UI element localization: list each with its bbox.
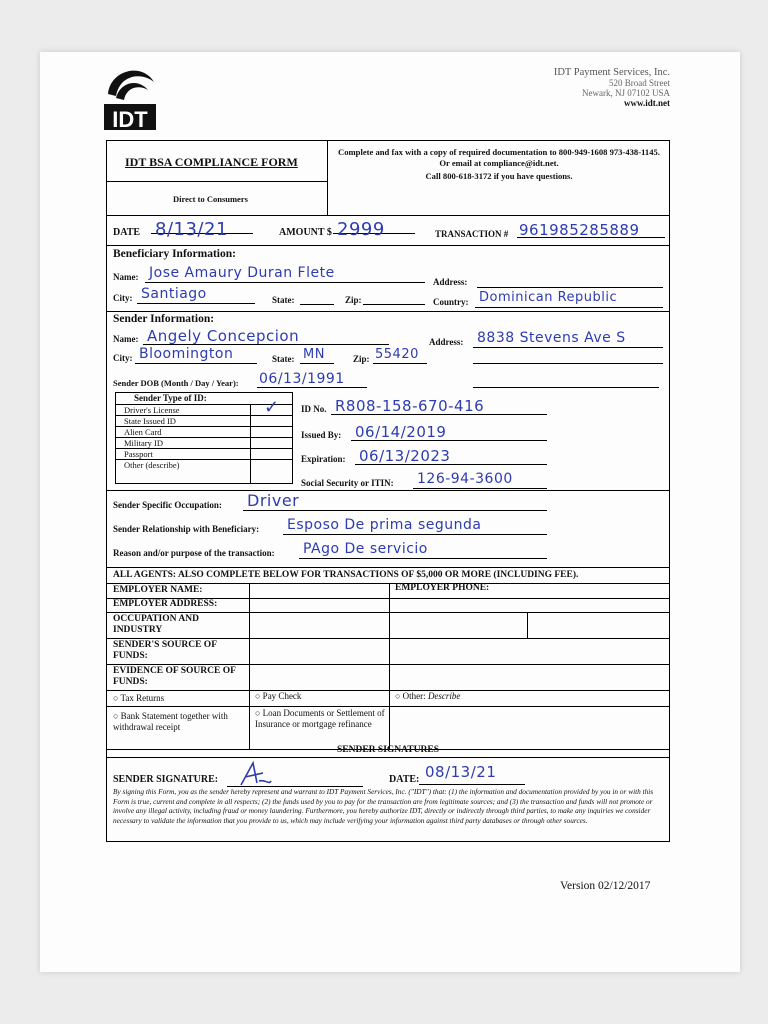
id-type-alien-card: Alien Card xyxy=(124,427,162,437)
sender-zip-label: Zip: xyxy=(353,354,370,364)
issued-by-value: 06/14/2019 xyxy=(355,423,447,441)
sender-heading: Sender Information: xyxy=(113,313,215,325)
occupation-industry-label: OCCUPATION AND INDUSTRY xyxy=(113,614,199,635)
form-title: IDT BSA COMPLIANCE FORM xyxy=(125,155,298,169)
sender-city-label: City: xyxy=(113,353,133,363)
occupation-label: Sender Specific Occupation: xyxy=(113,500,222,510)
sender-state-value: MN xyxy=(303,347,325,362)
id-number-value: R808-158-670-416 xyxy=(335,397,485,415)
drivers-license-checkmark: ✓ xyxy=(264,397,280,417)
amount-value: 2999 xyxy=(337,219,385,240)
company-name: IDT Payment Services, Inc. xyxy=(553,67,670,78)
employer-phone-label: EMPLOYER PHONE: xyxy=(395,583,490,593)
transaction-value: 961985285889 xyxy=(519,221,640,239)
reason-value: PAgo De servicio xyxy=(303,541,428,557)
company-header xyxy=(554,68,670,108)
option-bank-statement[interactable]: ○ Bank Statement together with withdrawal receipt xyxy=(113,711,228,732)
option-pay-check[interactable]: ○ Pay Check xyxy=(255,691,302,701)
company-address-1: 520 Broad Street xyxy=(609,78,670,88)
id-type-table xyxy=(115,392,293,484)
date-value: 8/13/21 xyxy=(155,219,228,240)
beneficiary-city-value: Santiago xyxy=(141,286,207,302)
signature-date-label: DATE: xyxy=(389,774,420,785)
occupation-value: Driver xyxy=(247,491,300,510)
form-version: Version 02/12/2017 xyxy=(560,880,651,892)
sender-address-value: 8838 Stevens Ave S xyxy=(477,330,626,346)
expiration-value: 06/13/2023 xyxy=(359,447,451,465)
sender-signature-label: SENDER SIGNATURE: xyxy=(113,774,219,785)
beneficiary-country-value: Dominican Republic xyxy=(479,290,618,305)
id-type-heading: Sender Type of ID: xyxy=(134,393,207,403)
beneficiary-zip-label: Zip: xyxy=(345,295,362,305)
beneficiary-heading: Beneficiary Information: xyxy=(113,248,236,260)
issued-by-label: Issued By: xyxy=(301,430,342,440)
date-label: DATE xyxy=(113,227,141,238)
beneficiary-city-label: City: xyxy=(113,293,133,303)
form-subtitle: Direct to Consumers xyxy=(173,194,248,204)
sender-dob-label: Sender DOB (Month / Day / Year): xyxy=(113,378,239,388)
option-other-describe: Describe xyxy=(427,691,461,701)
relationship-label: Sender Relationship with Beneficiary: xyxy=(113,524,260,534)
company-address-2: Newark, NJ 07102 USA xyxy=(582,88,670,98)
idt-logo xyxy=(102,60,158,132)
beneficiary-name-label: Name: xyxy=(113,272,139,282)
signature-date-value: 08/13/21 xyxy=(425,763,497,781)
option-other[interactable] xyxy=(395,691,460,701)
compliance-form xyxy=(106,140,670,842)
id-type-state-id: State Issued ID xyxy=(124,416,176,426)
beneficiary-country-label: Country: xyxy=(433,297,469,307)
company-website: www.idt.net xyxy=(623,98,670,108)
form-call-info: Call 800-618-3172 if you have questions. xyxy=(425,171,573,181)
beneficiary-name-value: Jose Amaury Duran Flete xyxy=(149,265,335,281)
signatures-heading: SENDER SIGNATURES xyxy=(337,745,439,755)
id-type-other: Other (describe) xyxy=(124,460,180,470)
sender-zip-value: 55420 xyxy=(375,347,419,362)
sender-address-label: Address: xyxy=(429,337,464,347)
id-type-drivers-license: Driver's License xyxy=(124,405,180,415)
amount-label: AMOUNT $ xyxy=(279,227,332,238)
sender-dob-value: 06/13/1991 xyxy=(259,371,345,387)
sender-city-value: Bloomington xyxy=(139,346,234,362)
ssn-label: Social Security or ITIN: xyxy=(301,478,394,488)
sender-name-value: Angely Concepcion xyxy=(147,327,300,345)
form-instructions: Complete and fax with a copy of required documentation to 800-949-1608 973-438-1145. Or email at compliance@idt.net. xyxy=(338,147,660,168)
employer-name-label: EMPLOYER NAME: xyxy=(113,585,203,595)
option-other-label: ○ Other: xyxy=(395,691,426,701)
relationship-value: Esposo De prima segunda xyxy=(287,517,482,533)
logo-text: IDT xyxy=(112,107,148,132)
legal-disclaimer: By signing this Form, you as the sender hereby represent and warrant to IDT Payment Services, Inc. ("IDT") that: (1) the information and documentation provided by you in or with this Form is true, current and complete in all respects; (2) the funds used by you to pay for the transaction are from legitimate sources; and (3) the transaction and funds will not promote or involve any illegal activity, including fraud or money laundering. Furthermore, you hereby authorize IDT, directly or indirectly through third parties, to make any inquiries we consider necessary to validate the information that you provide to us, which may include verifying your information against third party databases or through other sources. xyxy=(113,787,654,825)
sender-name-label: Name: xyxy=(113,334,139,344)
evidence-funds-label: EVIDENCE OF SOURCE OF FUNDS: xyxy=(113,666,236,687)
option-tax-returns[interactable]: ○ Tax Returns xyxy=(113,693,165,703)
sender-signature-mark xyxy=(235,759,275,789)
source-funds-label: SENDER'S SOURCE OF FUNDS: xyxy=(113,640,217,661)
sender-state-label: State: xyxy=(272,354,295,364)
id-type-passport: Passport xyxy=(124,449,153,459)
expiration-label: Expiration: xyxy=(301,454,346,464)
id-number-label: ID No. xyxy=(301,404,327,414)
employer-address-label: EMPLOYER ADDRESS: xyxy=(113,599,218,609)
id-type-military-id: Military ID xyxy=(124,438,163,448)
ssn-value: 126-94-3600 xyxy=(417,471,513,487)
option-loan-documents[interactable]: ○ Loan Documents or Settlement of Insurance or mortgage refinance xyxy=(255,708,385,729)
beneficiary-address-label: Address: xyxy=(433,277,468,287)
beneficiary-state-label: State: xyxy=(272,295,295,305)
reason-label: Reason and/or purpose of the transaction: xyxy=(113,548,275,558)
agents-heading: ALL AGENTS: ALSO COMPLETE BELOW FOR TRANSACTIONS OF $5,000 OR MORE (INCLUDING FEE). xyxy=(113,570,579,580)
transaction-label: TRANSACTION # xyxy=(435,229,509,239)
